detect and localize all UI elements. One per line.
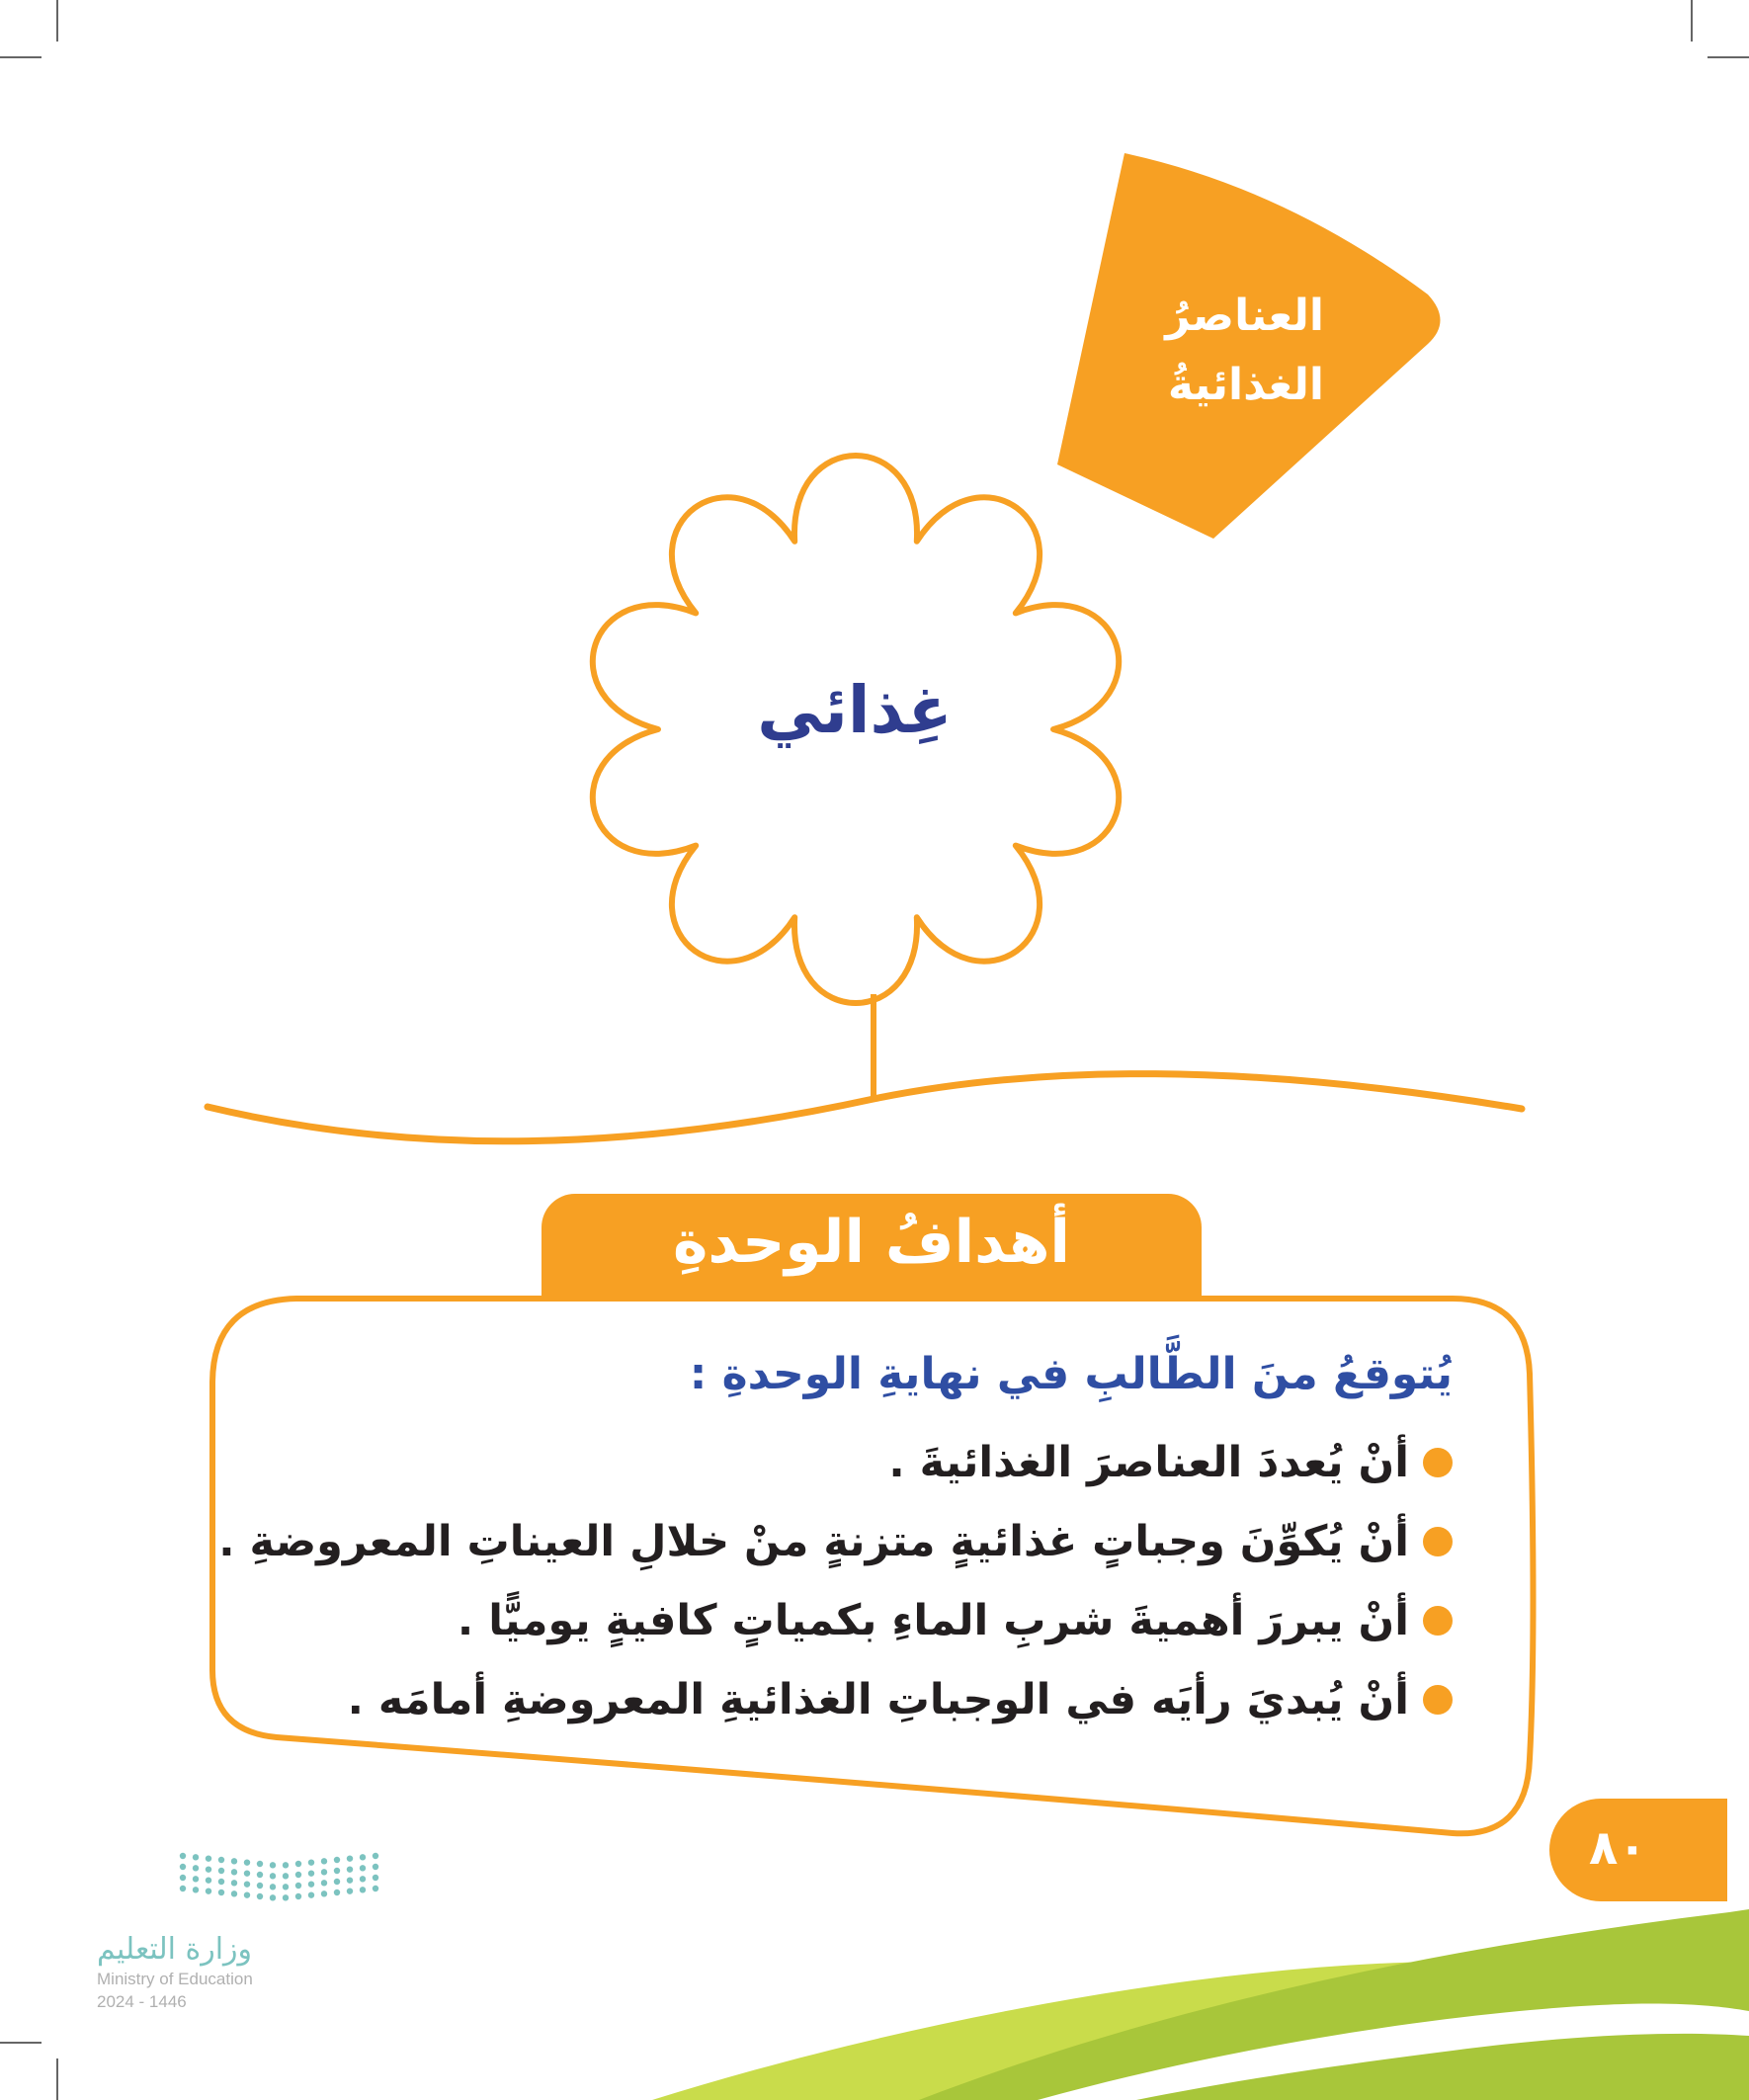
logo-dot [180,1886,186,1891]
logo-dot [373,1853,378,1859]
logo-dot [360,1876,366,1882]
logo-dot [360,1854,366,1860]
orange-dot-icon [1423,1448,1453,1477]
logo-dot [295,1883,301,1889]
logo-dot [321,1869,327,1875]
ministry-dots-logo-icon [180,1853,378,1901]
logo-dot [180,1864,186,1870]
goal-item-text: أنْ يُبديَ رأيَه في الوجباتِ الغذائيةِ المعروضةِ أمامَه . [347,1675,1409,1724]
ministry-name-ar: وزارة التعليم [97,1932,253,1967]
logo-dot [347,1877,353,1883]
logo-dot [321,1858,327,1864]
logo-dot [270,1862,276,1868]
logo-dot [347,1888,353,1893]
logo-dot [321,1880,327,1886]
logo-dot [231,1858,237,1864]
green-hills [652,1909,1749,2100]
logo-dot [180,1875,186,1881]
ministry-name-en: Ministry of Education [97,1970,253,1988]
logo-dot [270,1894,276,1900]
unit-tab-line2: الغذائيةُ [1167,360,1324,410]
logo-dot [257,1861,263,1867]
logo-dot [206,1888,211,1893]
logo-dot [295,1872,301,1878]
goals-list [218,1423,1453,1739]
goal-item [296,1660,1453,1739]
logo-dot [270,1873,276,1879]
logo-dot [308,1891,314,1897]
goal-item-text: أنْ يُعددَ العناصرَ الغذائيةَ . [888,1438,1409,1487]
logo-dot [308,1881,314,1887]
logo-dot [334,1890,340,1895]
logo-dot [231,1880,237,1886]
logo-dot [244,1881,250,1887]
orange-dot-icon [1423,1527,1453,1556]
orange-dot-icon [1423,1606,1453,1636]
logo-dot [347,1855,353,1861]
logo-dot [231,1869,237,1875]
logo-dot [180,1853,186,1859]
goals-header-text: أهدافُ الوحدةِ [672,1208,1070,1277]
logo-dot [231,1890,237,1896]
goal-item [296,1423,1453,1502]
logo-dot [295,1893,301,1899]
goal-item [218,1502,1453,1581]
logo-dot [193,1887,199,1892]
logo-dot [244,1891,250,1897]
logo-dot [334,1857,340,1863]
logo-dot [283,1873,289,1879]
logo-dot [244,1859,250,1865]
logo-dot [218,1868,224,1874]
logo-dot [244,1870,250,1876]
logo-dot [257,1872,263,1878]
unit-tab-line1: العناصرُ [1165,291,1324,341]
goal-item [296,1581,1453,1660]
logo-dot [193,1865,199,1871]
logo-dot [373,1886,378,1891]
logo-dot [295,1861,301,1867]
logo-dot [218,1890,224,1895]
logo-dot [308,1870,314,1876]
logo-dot [321,1890,327,1896]
logo-dot [270,1884,276,1890]
ministry-year: 2024 - 1446 [97,1992,187,2011]
unit-tab-title [1107,282,1324,420]
logo-dot [257,1883,263,1889]
goals-header [541,1194,1202,1299]
logo-dot [218,1857,224,1863]
logo-dot [373,1875,378,1881]
logo-dot [360,1865,366,1871]
logo-dot [334,1868,340,1874]
logo-dot [206,1866,211,1872]
flower-title: غِذائي [757,672,953,748]
page-number: ٨٠ [1589,1820,1647,1876]
logo-dot [193,1854,199,1860]
logo-dot [308,1859,314,1865]
logo-dot [206,1877,211,1883]
goal-item-text: أنْ يبررَ أهميةَ شربِ الماءِ بكمياتٍ كافيةٍ يوميًّا . [457,1596,1409,1645]
ground-wave-line [208,1074,1522,1141]
orange-dot-icon [1423,1685,1453,1715]
logo-dot [283,1862,289,1868]
logo-dot [283,1894,289,1900]
logo-dot [334,1879,340,1885]
logo-dot [257,1893,263,1899]
logo-dot [347,1866,353,1872]
logo-dot [206,1855,211,1861]
goals-intro: يُتوقعُ منَ الطَّالبِ في نهايةِ الوحدةِ : [689,1349,1453,1399]
logo-dot [283,1884,289,1890]
logo-dot [373,1864,378,1870]
page-number-tab [1549,1799,1727,1901]
logo-dot [360,1887,366,1892]
logo-dot [218,1879,224,1885]
logo-dot [193,1876,199,1882]
goal-item-text: أنْ يُكوِّنَ وجباتٍ غذائيةٍ متزنةٍ منْ خلالِ العيناتِ المعروضةِ . [218,1517,1409,1566]
